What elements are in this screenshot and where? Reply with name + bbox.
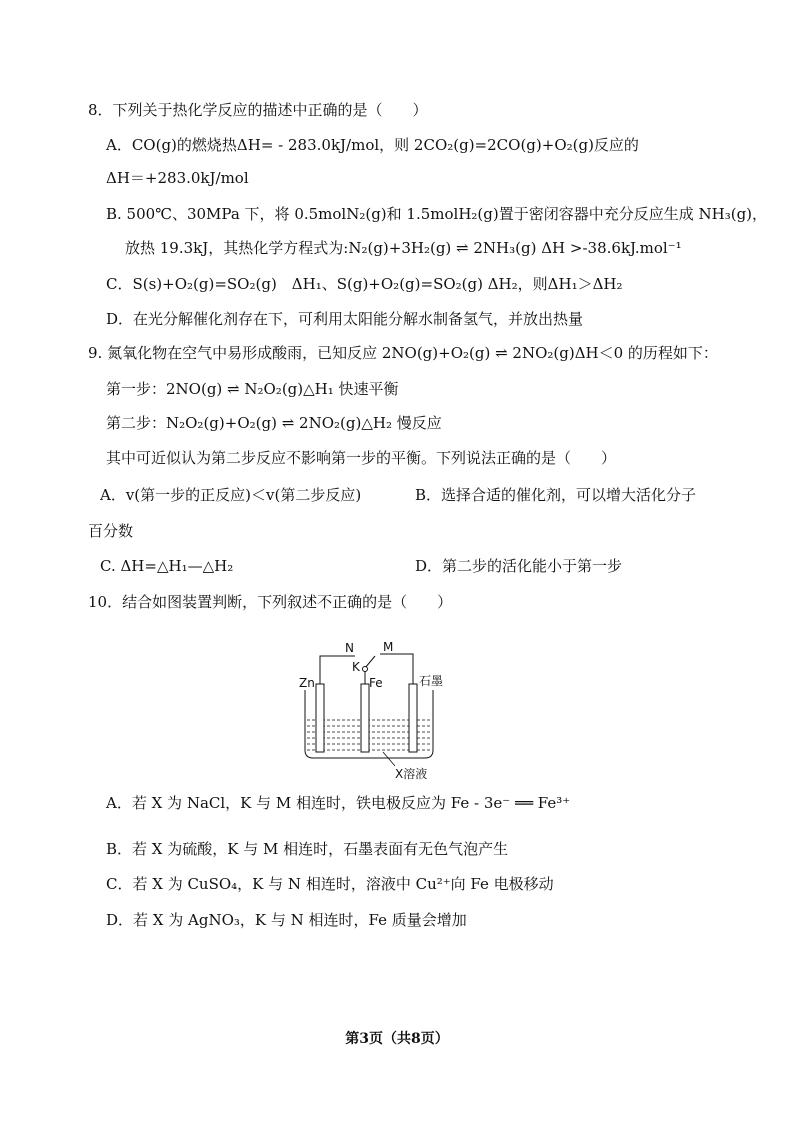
wire-zn: [320, 656, 355, 684]
q10-stem: 10．结合如图装置判断，下列叙述不正确的是（ ）: [88, 593, 453, 611]
q9-option-b-line2: 百分数: [88, 522, 134, 540]
q9-option-a: A．v(第一步的正反应)＜v(第二步反应): [100, 486, 362, 504]
q9-step-2: 第二步：N₂O₂(g)+O₂(g) ⇌ 2NO₂(g)△H₂ 慢反应: [106, 414, 442, 432]
q10-option-b: B．若 X 为硫酸，K 与 M 相连时，石墨表面有无色气泡产生: [106, 840, 509, 858]
electrolysis-apparatus-diagram: [295, 640, 455, 785]
graphite-electrode: [409, 684, 417, 752]
q9-stem: 9. 氮氧化物在空气中易形成酸雨，已知反应 2NO(g)+O₂(g) ⇌ 2NO₂(g)ΔH＜0 的历程如下：: [88, 344, 718, 362]
label-zn: Zn: [299, 676, 315, 690]
q8-option-c: C．S(s)+O₂(g)=SO₂(g) ΔH₁、S(g)+O₂(g)=SO₂(g) ΔH₂，则ΔH₁＞ΔH₂: [106, 275, 623, 293]
fe-electrode: [361, 684, 369, 752]
solution-pointer: [383, 752, 395, 766]
q9-option-d: D．第二步的活化能小于第一步: [415, 557, 623, 575]
q8-option-b-line2: 放热 19.3kJ，其热化学方程式为:N₂(g)+3H₂(g) ⇌ 2NH₃(g) ΔH >-38.6kJ.mol⁻¹: [125, 239, 682, 257]
q8-stem: 8．下列关于热化学反应的描述中正确的是（ ）: [88, 101, 428, 119]
q9-step-1: 第一步：2NO(g) ⇌ N₂O₂(g)△H₁ 快速平衡: [106, 380, 399, 398]
page-number: 第3页（共8页）: [345, 1031, 449, 1047]
switch-pivot: [363, 667, 368, 672]
wire-graphite: [380, 654, 413, 684]
q9-option-c: C. ΔH=△H₁—△H₂: [100, 557, 234, 575]
switch-lever: [365, 656, 375, 668]
label-n: N: [345, 641, 354, 655]
q10-option-d: D．若 X 为 AgNO₃，K 与 N 相连时，Fe 质量会增加: [106, 911, 467, 929]
q10-option-c: C．若 X 为 CuSO₄，K 与 N 相连时，溶液中 Cu²⁺向 Fe 电极移动: [106, 875, 554, 893]
q9-option-b: B．选择合适的催化剂，可以增大活化分子: [415, 486, 697, 504]
label-graphite: 石墨: [419, 674, 444, 688]
label-m: M: [383, 640, 394, 654]
q8-option-a-line2: ΔH＝+283.0kJ/mol: [106, 169, 249, 187]
q10-option-a: A．若 X 为 NaCl，K 与 M 相连时，铁电极反应为 Fe - 3e⁻ ══ Fe³⁺: [106, 794, 571, 812]
q8-option-a-line1: A．CO(g)的燃烧热ΔH= - 283.0kJ/mol，则 2CO₂(g)=2CO(g)+O₂(g)反应的: [106, 136, 639, 154]
zn-electrode: [316, 684, 324, 752]
q9-note: 其中可近似认为第二步反应不影响第一步的平衡。下列说法正确的是（ ）: [106, 449, 617, 467]
q8-option-b-line1: B. 500℃、30MPa 下，将 0.5molN₂(g)和 1.5molH₂(g)置于密闭容器中充分反应生成 NH₃(g)，: [106, 205, 768, 223]
label-fe: Fe: [369, 676, 383, 690]
q8-option-d: D．在光分解催化剂存在下，可利用太阳能分解水制备氢气，并放出热量: [106, 310, 584, 328]
label-solution: X溶液: [395, 767, 428, 781]
label-k: K: [352, 660, 360, 674]
